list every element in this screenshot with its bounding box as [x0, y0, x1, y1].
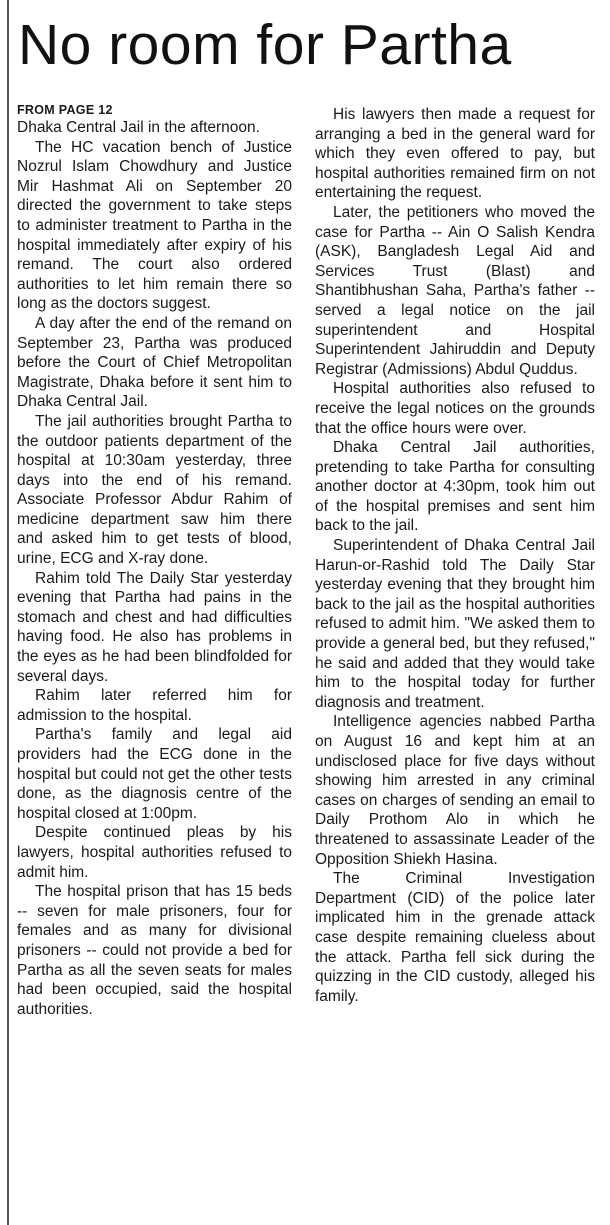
paragraph: Later, the petitioners who moved the case for Partha -- Ain O Salish Kendra (ASK), Bangladesh Legal Aid and Services Trust (Blast) and Shantibhushan Saha, Partha's father -- served a legal notice on the jail superintendent and Hospital Superintendent Jahiruddin and Deputy Registrar (Admissions) Abdul Quddus. [315, 203, 595, 378]
paragraph: Partha's family and legal aid providers had the ECG done in the hospital but could not get the other tests done, as the diagnosis centre of the hospital closed at 1:00pm. [17, 726, 292, 822]
headline: No room for Partha [18, 13, 512, 77]
column-rule [7, 0, 9, 1225]
paragraph: The jail authorities brought Partha to the outdoor patients department of the hospital at 10:30am yesterday, three days into the end of his remand. Associate Professor Abdur Rahim of medicine department saw him there and asked him to get tests of blood, urine, ECG and X-ray done. [17, 412, 292, 568]
paragraph: Despite continued pleas by his lawyers, hospital authorities refused to admit him. [17, 824, 292, 881]
paragraph: Hospital authorities also refused to receive the legal notices on the grounds that the office hours were over. [315, 380, 595, 437]
paragraph: The Criminal Investigation Department (CID) of the police later implicated him in the grenade attack case despite remaining clueless about the attack. Partha fell sick during the quizzing in the CID custody, alleged his family. [315, 870, 595, 1005]
paragraph: The HC vacation bench of Justice Nozrul Islam Chowdhury and Justice Mir Hashmat Ali on September 20 directed the government to take steps to administer treatment to Partha in the hospital immediately after expiry of his remand. The court also ordered authorities to let him remain there so long as the doctors suggest. [17, 138, 292, 313]
paragraph: Rahim told The Daily Star yesterday evening that Partha had pains in the stomach and chest and had difficulties having food. He also has problems in the eyes as he had been blindfolded for several days. [17, 569, 292, 685]
article-column-right [315, 105, 595, 1006]
paragraph: Intelligence agencies nabbed Partha on August 16 and kept him at an undisclosed place for five days without showing him arrested in any criminal cases on charges of sending an email to Daily Prothom Alo in which he threatened to assassinate Leader of the Opposition Shiekh Hasina. [315, 713, 595, 868]
article-column-left [17, 103, 292, 1019]
paragraph: The hospital prison that has 15 beds -- seven for male prisoners, four for females and as many for divisional prisoners -- could not provide a bed for Partha as all the seven seats for males had been occupied, said the hospital authorities. [17, 883, 292, 1018]
jump-line: FROM PAGE 12 [17, 103, 113, 117]
paragraph: Superintendent of Dhaka Central Jail Harun-or-Rashid told The Daily Star yesterday evening that they brought him back to the jail as the hospital authorities refused to admit him. "We asked them to provide a general bed, but they refused," he said and added that they would take him to the hospital today for further diagnosis and treatment. [315, 537, 595, 711]
paragraph: A day after the end of the remand on September 23, Partha was produced before the Court of Chief Metropolitan Magistrate, Dhaka before it sent him to Dhaka Central Jail. [17, 314, 292, 411]
paragraph: His lawyers then made a request for arranging a bed in the general ward for which they even offered to pay, but hospital authorities remained firm on not entertaining the request. [315, 106, 595, 202]
paragraph: Dhaka Central Jail authorities, pretending to take Partha for consulting another doctor at 4:30pm, took him out of the hospital premises and sent him back to the jail. [315, 439, 595, 535]
paragraph: Rahim later referred him for admission to the hospital. [17, 687, 292, 724]
paragraph: Dhaka Central Jail in the afternoon. [17, 119, 260, 136]
